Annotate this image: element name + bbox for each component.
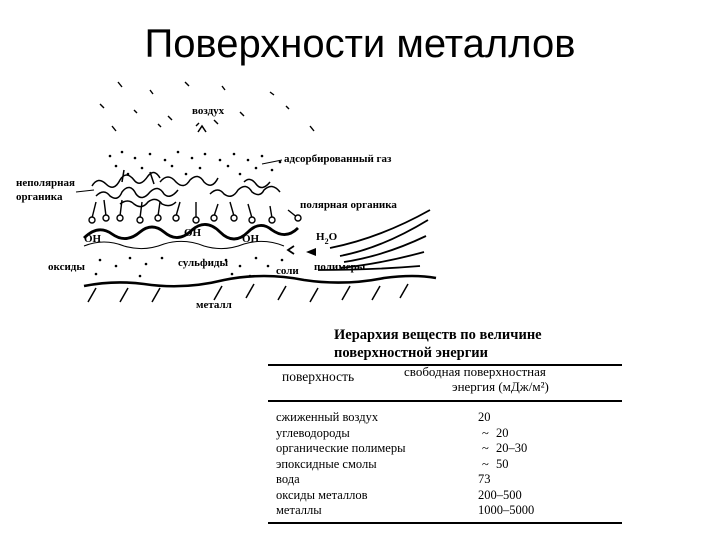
row-substance: сжиженный воздух <box>276 410 379 424</box>
label-adsorbed-gas: адсорбированный газ <box>284 153 392 165</box>
row-substance: органические полимеры <box>276 441 406 455</box>
row-substance: металлы <box>276 503 322 517</box>
row-energy: 20–30 <box>496 441 528 455</box>
row-substance: углеводороды <box>276 425 350 440</box>
metal-hatching <box>88 284 408 302</box>
nonpolar-pointer <box>76 190 94 192</box>
column-header-surface: поверхность <box>282 369 355 384</box>
row-energy: 50 <box>496 456 509 471</box>
column-header-energy <box>404 364 574 394</box>
row-substance: оксиды металлов <box>276 487 368 502</box>
table-title-line-1: Иерархия веществ по величине <box>334 327 542 343</box>
row-approx: ~ <box>482 425 489 440</box>
label-polar-organic: полярная органика <box>300 199 397 211</box>
table-header-rule <box>268 400 622 402</box>
label-polymers: полимеры <box>314 261 366 273</box>
row-energy: 1000–5000 <box>478 503 535 517</box>
metal-surface-line <box>84 276 436 286</box>
column-header-energy-line-1: свободная поверхностная <box>404 364 546 379</box>
label-oh-3: OH <box>242 233 260 245</box>
column-header-energy-line-2: энергия (мДж/м²) <box>452 379 549 394</box>
label-oh-2: OH <box>184 227 202 239</box>
label-oxides: оксиды <box>48 261 85 273</box>
table-bottom-rule <box>268 522 622 524</box>
row-energy: 200–500 <box>478 487 522 502</box>
row-approx: ~ <box>482 441 489 455</box>
nonpolar-organic-chains <box>92 170 280 207</box>
row-energy: 73 <box>478 472 491 486</box>
label-water: $H_2O$ <box>316 231 338 246</box>
flow-arrow-head-icon <box>306 248 316 256</box>
label-oh-1: OH <box>84 233 102 245</box>
label-metal: металл <box>196 299 232 311</box>
table-title-line-2: поверхностной энергии <box>334 345 488 361</box>
row-approx: ~ <box>482 456 489 471</box>
adsorbed-gas-dots <box>109 151 282 176</box>
label-sulfides: сульфиды <box>178 257 229 269</box>
row-substance: эпоксидные смолы <box>276 456 377 471</box>
row-substance: вода <box>276 472 300 486</box>
label-nonpolar-organic-1: неполярная <box>16 177 75 189</box>
label-salts: соли <box>276 265 299 277</box>
row-energy: 20 <box>496 425 509 440</box>
label-air: воздух <box>192 105 225 117</box>
slide-title: Поверхности металлов <box>144 22 576 66</box>
label-nonpolar-organic-2: органика <box>16 191 63 203</box>
air-arrow-icon <box>198 126 206 132</box>
row-energy: 20 <box>478 410 491 424</box>
surface-layers-diagram <box>0 70 720 320</box>
table-title <box>334 326 542 362</box>
